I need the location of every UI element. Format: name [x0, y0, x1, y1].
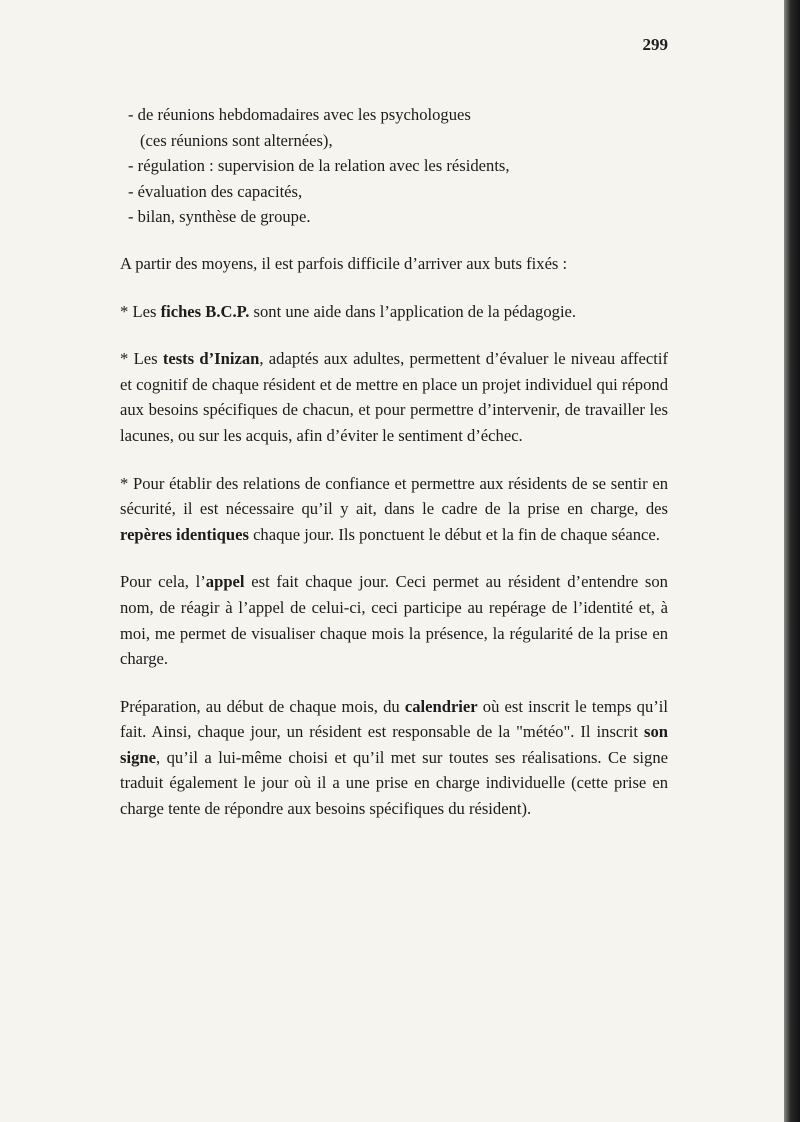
list-item: - évaluation des capacités, [128, 181, 303, 201]
bold-term: calendrier [404, 696, 478, 716]
bold-term: appel [205, 572, 245, 592]
bold-term: fiches B.C.P. [160, 301, 250, 321]
paragraph-text: Pour cela, l’ [120, 572, 206, 592]
paragraph-text: sont une aide dans l’application de la pédagogie. [249, 301, 577, 321]
paragraph-appel [120, 569, 668, 671]
paragraph-text: chaque jour. Ils ponctuent le début et la fin de chaque séance. [248, 524, 660, 544]
paragraph-text: * Les [120, 301, 161, 321]
paragraph-text: , qu’il a lui-même choisi et qu’il met sur toutes ses réalisations. Ce signe traduit également le jour où il a une prise en charge individuelle (cette prise en charge tente de répondre aux besoins spécifiques du résident). [120, 747, 668, 819]
paragraph-text: où est inscrit le temps qu’il fait. Ainsi, chaque jour, un résident est responsable de la "météo". Il inscrit [120, 696, 668, 742]
paragraph-calendrier [120, 694, 668, 822]
list-item: - de réunions hebdomadaires avec les psychologues [128, 105, 471, 124]
bold-term: son signe [120, 722, 668, 767]
list-item: (ces réunions sont alternées), [140, 130, 333, 150]
paragraph-reperes [120, 471, 668, 548]
paragraph-text: * Pour établir des relations de confiance et permettre aux résidents de se sentir en sécurité, il est nécessaire qu’il y ait, dans le cadre de la prise en charge, des [120, 473, 668, 519]
list-item: - bilan, synthèse de groupe. [128, 207, 311, 227]
paragraph-text: * Les [120, 349, 163, 369]
intro-paragraph: A partir des moyens, il est parfois difficile d’arriver aux buts fixés : [120, 253, 568, 273]
page-number: 299 [642, 35, 668, 54]
paragraph-tests [120, 346, 668, 448]
paragraph-text: Préparation, au début de chaque mois, du [120, 696, 405, 716]
paragraph-text: , adaptés aux adultes, permettent d’évaluer le niveau affectif et cognitif de chaque résident et de mettre en place un projet individuel qui répond aux besoins spécifiques de chacun, et pour permettre d’intervenir, de travailler les lacunes, ou sur les acquis, afin d’éviter le sentiment d’échec. [120, 349, 668, 445]
bold-term: tests d’Inizan [162, 349, 260, 369]
paragraph-text: est fait chaque jour. Ceci permet au résident d’entendre son nom, de réagir à l’appel de celui-ci, ceci participe au repérage de l’identité et, à moi, me permet de visualiser chaque mois la présence, la régularité de la prise en charge. [120, 572, 668, 669]
list-item: - régulation : supervision de la relation avec les résidents, [128, 156, 510, 176]
paragraph-fiches [120, 299, 668, 325]
body-text [120, 102, 668, 822]
bold-term: repères identiques [120, 524, 249, 544]
scan-edge [784, 0, 800, 1122]
task-list [120, 102, 668, 230]
